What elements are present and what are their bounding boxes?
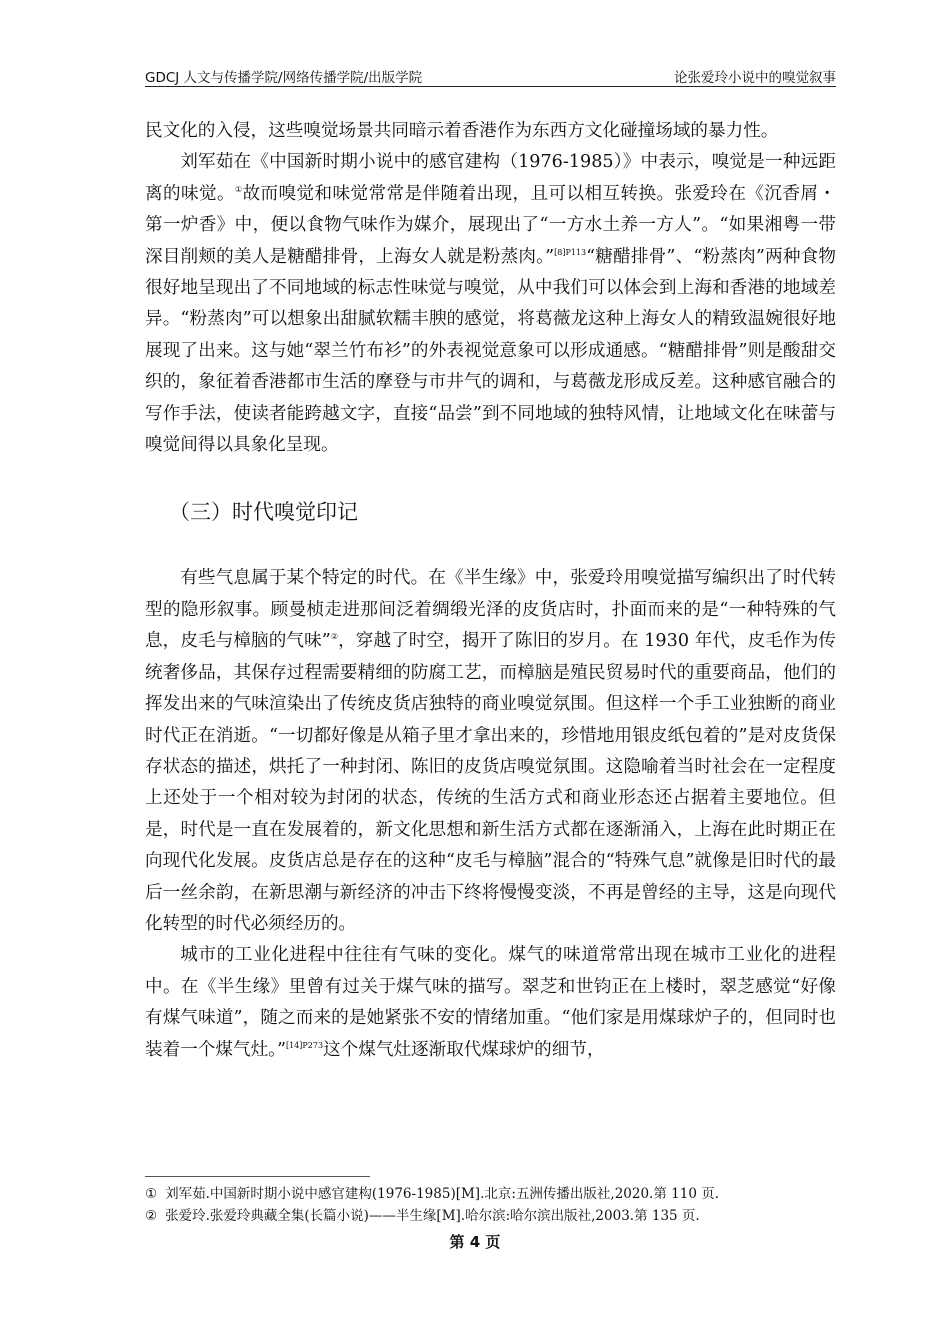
footnotes: [145, 1183, 845, 1227]
page-header: [145, 64, 836, 87]
footnote-ref-2[interactable]: ②: [330, 632, 339, 642]
footnote-item: ① 刘军茹.中国新时期小说中感官建构(1976-1985)[M].北京:五洲传播出版社,2020.第 110 页.: [145, 1186, 719, 1202]
citation-ref: [8]P113: [554, 247, 587, 257]
header-left-text: GDCJ 人文与传播学院/网络传播学院/出版学院: [145, 70, 423, 86]
page-body: [145, 116, 836, 1066]
section-heading: （三）时代嗅觉印记: [169, 500, 358, 525]
paragraph-3: 城市的工业化进程中往往有气味的变化。煤气的味道常常出现在城市工业化的进程中。在《半生缘》里曾有过关于煤气味的描写。翠芝和世钧正在上楼时，翠芝感觉“好像有煤气味道”，随之而来的是她紧张不安的情绪加重。“他们家是用煤球炉子的，但同时也装着一个煤气灶。”$^{[14]P273}$这个煤气灶逐渐取代煤球炉的细节，: [145, 945, 836, 1060]
paragraph-1: 刘军茹在《中国新时期小说中的感官建构（1976-1985）》中表示，嗅觉是一种远距离的味觉。①故而嗅觉和味觉常常是伴随着出现，且可以相互转换。张爱玲在《沉香屑・第一炉香》中，便以食物气味作为媒介，展现出了“一方水土养一方人”。“如果湘粤一带深目削颊的美人是糖醋排骨，上海女人就是粉蒸肉。”$^{[8]P113}$“糖醋排骨”、“粉蒸肉”两种食物很好地呈现出了不同地域的标志性味觉与嗅觉，从中我们可以体会到上海和香港的地域差异。“粉蒸肉”可以想象出甜腻软糯丰腴的感觉，将葛薇龙这种上海女人的精致温婉很好地展现了出来。这与她“翠兰竹布衫”的外表视觉意象可以形成通感。“糖醋排骨”则是酸甜交织的，象征着香港都市生活的摩登与市井气的调和，与葛薇龙形成反差。这种感官融合的写作手法，使读者能跨越文字，直接“品尝”到不同地域的独特风情，让地域文化在味蕾与嗅觉间得以具象化呈现。: [145, 152, 836, 456]
citation-ref: [14]P273: [285, 1040, 324, 1050]
header-right-text: 论张爱玲小说中的嗅觉叙事: [674, 70, 836, 86]
paragraph-2: 有些气息属于某个特定的时代。在《半生缘》中，张爱玲用嗅觉描写编织出了时代转型的隐形叙事。顾曼桢走进那间泛着绸缎光泽的皮货店时，扑面而来的是“一种特殊的气息，皮毛与樟脑的气味”②，穿越了时空，揭开了陈旧的岁月。在 1930 年代，皮毛作为传统奢侈品，其保存过程需要精细的防腐工艺，而樟脑是殖民贸易时代的重要商品，他们的挥发出来的气味渲染出了传统皮货店独特的商业嗅觉氛围。但这样一个手工业独断的商业时代正在消逝。“一切都好像是从箱子里才拿出来的，珍惜地用银皮纸包着的”是对皮货保存状态的描述，烘托了一种封闭、陈旧的皮货店嗅觉氛围。这隐喻着当时社会在一定程度上还处于一个相对较为封闭的状态，传统的生活方式和商业形态还占据着主要地位。但是，时代是一直在发展着的，新文化思想和新生活方式都在逐渐涌入，上海在此时期正在向现代化发展。皮货店总是存在的这种“皮毛与樟脑”混合的“特殊气息”就像是旧时代的最后一丝余韵，在新思潮与新经济的冲击下终将慢慢变淡，不再是曾经的主导，这是向现代化转型的时代必须经历的。: [145, 568, 837, 934]
footnote-divider: [145, 1176, 370, 1177]
paragraph-0: 民文化的入侵，这些嗅觉场景共同暗示着香港作为东西方文化碰撞场域的暴力性。: [145, 121, 779, 141]
footnote-item: ② 张爱玲.张爱玲典藏全集(长篇小说)——半生缘[M].哈尔滨:哈尔滨出版社,2003.第 135 页.: [145, 1208, 700, 1224]
page-number: 第 4 页: [449, 1233, 501, 1251]
footnote-ref-1[interactable]: ①: [234, 184, 243, 194]
